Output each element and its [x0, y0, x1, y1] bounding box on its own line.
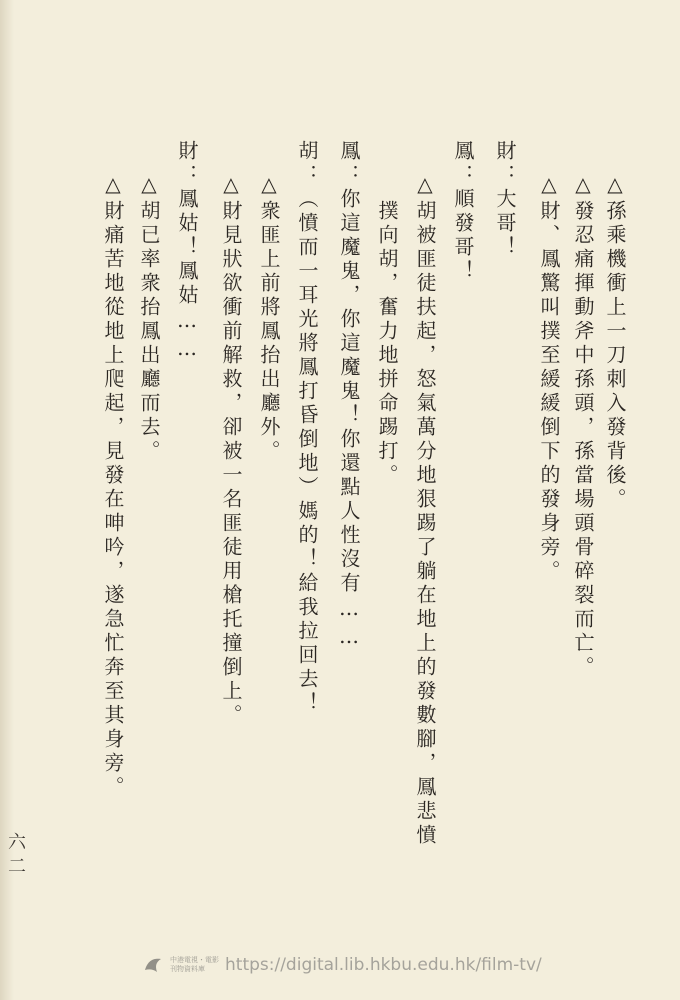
script-line-6: △胡被匪徒扶起，怒氣萬分地狠踢了躺在地上的發數腳，鳳悲憤 [413, 172, 437, 848]
watermark-org-line1: 中港電視・電影 [170, 956, 219, 964]
script-line-10: △衆匪上前將鳳抬出廳外。 [257, 172, 281, 464]
script-line-4: 財：大哥！ [493, 140, 517, 260]
page-number: 六二 [5, 832, 26, 880]
script-line-11: △財見狀欲衝前解救，卻被一名匪徒用槍托撞倒上。 [219, 172, 243, 728]
script-line-3: △財、鳳驚叫撲至緩緩倒下的發身旁。 [537, 172, 561, 584]
script-line-7: 撲向胡，奮力地拼命踢打。 [375, 200, 399, 488]
watermark-org [170, 956, 219, 974]
library-logo-icon [142, 954, 164, 976]
script-line-14: △財痛苦地從地上爬起，見發在呻吟，遂急忙奔至其身旁。 [101, 172, 125, 800]
script-line-1: △孫乘機衝上一刀刺入發背後。 [603, 172, 627, 512]
watermark-url: https://digital.lib.hkbu.edu.hk/film-tv/ [225, 955, 542, 975]
script-line-2: △發忍痛揮動斧中孫頭，孫當場頭骨碎裂而亡。 [571, 172, 595, 680]
script-line-8: 鳳：你這魔鬼，你這魔鬼！你還點人性沒有…… [337, 140, 361, 652]
watermark-org-line2: 刊物資料庫 [170, 965, 205, 973]
watermark [142, 948, 542, 982]
script-line-13: △胡已率衆抬鳳出廳而去。 [137, 172, 161, 464]
script-line-9: 胡：（憤而一耳光將鳳打昏倒地）媽的！給我拉回去！ [295, 140, 319, 716]
script-line-5: 鳳：順發哥！ [451, 140, 475, 284]
script-line-12: 財：鳳姑！鳳姑…… [175, 140, 199, 364]
